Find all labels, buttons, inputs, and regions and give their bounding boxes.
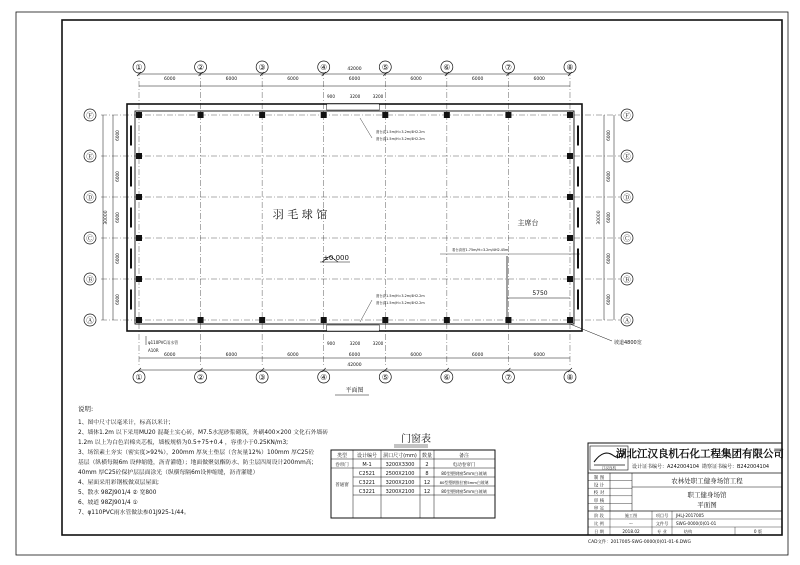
dimension-text: 6000 bbox=[164, 77, 176, 82]
note-line: 6、坡道 98ZJ901/4 ① bbox=[78, 500, 138, 506]
schedule-header: 数量 bbox=[421, 453, 433, 459]
tb-cell: 项目号 bbox=[655, 513, 669, 518]
leader-line bbox=[570, 324, 612, 341]
tb-cell: 专 业 bbox=[657, 529, 667, 534]
column bbox=[505, 317, 511, 323]
room-title: 羽 毛 球 馆 bbox=[272, 208, 328, 221]
tb-cell: 结构 bbox=[683, 529, 693, 534]
axis-label: Ⓓ bbox=[623, 193, 631, 202]
axis-label: ⑦ bbox=[504, 373, 513, 383]
note-line: 4、屋面采用彩钢板做双层屋面; bbox=[78, 480, 160, 486]
axis-label: ③ bbox=[258, 373, 266, 383]
axis-label: Ⓐ bbox=[623, 316, 631, 325]
leader-line bbox=[360, 118, 372, 138]
column bbox=[136, 317, 142, 323]
tb-cell: 施工图 bbox=[624, 513, 638, 518]
column bbox=[567, 153, 573, 159]
schedule-cell: 80型塑钢窗5mm白玻璃 bbox=[441, 471, 487, 476]
role-label: 审 核 bbox=[593, 498, 605, 504]
schedule-cell: 12 bbox=[423, 489, 431, 495]
schedule-cell: 2500X2100 bbox=[385, 471, 415, 477]
axis-label: Ⓕ bbox=[623, 111, 631, 120]
column bbox=[136, 235, 142, 241]
door-dimension: 3200 bbox=[349, 341, 361, 346]
drain-note: φ110PVC雨水管 bbox=[148, 340, 179, 345]
column bbox=[382, 112, 388, 118]
dimension-total: 30000 bbox=[597, 210, 602, 225]
outer-wall bbox=[127, 104, 582, 331]
axis-label: ⑥ bbox=[443, 63, 451, 73]
schedule-cell: 卷帘门 bbox=[335, 463, 349, 468]
schedule-header: 洞口尺寸(mm) bbox=[383, 453, 417, 459]
ramp-note: 坡道4800宽 bbox=[614, 340, 642, 346]
stage-note: 看台高度1.75m/H=3.2m/4H2.45m bbox=[452, 248, 509, 252]
column bbox=[136, 194, 142, 200]
schedule-cell: C3221 bbox=[358, 480, 376, 486]
dimension-text: 6000 bbox=[606, 130, 611, 141]
door-dimension: 3200 bbox=[372, 94, 384, 99]
axis-label: ② bbox=[196, 63, 205, 73]
axis-label: ④ bbox=[320, 373, 328, 383]
window-note: 窗台高1.5m/H=3.2m/4H2.2m bbox=[376, 294, 425, 298]
window-note: 窗台高1.5m/H=3.2m/4H2.2m bbox=[376, 130, 425, 134]
stage-label: 主席台 bbox=[517, 219, 539, 227]
drawing-name-sub: 平面图 bbox=[697, 501, 717, 509]
schedule-header: 类型 bbox=[336, 453, 348, 459]
column bbox=[136, 276, 142, 282]
window-note: 窗台高1.5m/H=3.2m/4H2.2m bbox=[376, 301, 425, 305]
axis-label: ① bbox=[135, 373, 143, 383]
dimension-text: 6000 bbox=[471, 353, 484, 358]
tb-cell: 阶 段 bbox=[594, 513, 604, 518]
column bbox=[136, 112, 142, 118]
column bbox=[321, 317, 327, 323]
note-line: 基层（纵横每隔6m 设伸缩缝，沥青灌缝）；地面做聚氨酯防水、防尘层四周设计200mm高; bbox=[78, 460, 314, 466]
dimension-text: 6000 bbox=[606, 212, 611, 223]
notes-heading: 说明: bbox=[78, 405, 94, 413]
dimension-text: 6000 bbox=[287, 353, 299, 358]
schedule-cell: 80型塑钢推拉窗5mm白玻璃 bbox=[439, 480, 489, 485]
door-window-schedule bbox=[331, 432, 495, 518]
role-label: 设 计 bbox=[593, 483, 605, 489]
dimension-text: 6000 bbox=[606, 253, 611, 264]
survey-certificate: 勘察证书编号：B242004104 bbox=[702, 464, 770, 470]
schedule-cell: 3200X2100 bbox=[385, 480, 415, 486]
door-dimension: 3200 bbox=[349, 94, 361, 99]
schedule-cell: C2521 bbox=[358, 471, 376, 477]
dimension-text: 6000 bbox=[606, 294, 611, 305]
note-line: 2、墙体1.2m 以下采用MU20 混凝土实心砖，M7.5水泥砂浆砌筑，外刷400×200 文化石外墙砖 bbox=[78, 430, 329, 436]
elevation-text: ±0.000 bbox=[323, 254, 349, 262]
cad-filename: CAD文件：2017005-SWG-0000(0)01-01-6.DWG bbox=[588, 540, 691, 545]
axis-label: Ⓕ bbox=[86, 111, 94, 120]
axis-label: ⑧ bbox=[566, 63, 574, 73]
dimension-text: 6000 bbox=[410, 353, 422, 358]
axis-label: Ⓔ bbox=[86, 152, 94, 161]
dimension-text: 6000 bbox=[115, 294, 120, 305]
axis-label: Ⓔ bbox=[623, 152, 631, 161]
column bbox=[567, 276, 573, 282]
tb-cell: 日 期 bbox=[594, 529, 604, 534]
schedule-cell: 8 bbox=[425, 471, 429, 477]
column bbox=[567, 317, 573, 323]
schedule-cell: 3200X3300 bbox=[385, 462, 415, 468]
axis-label: Ⓒ bbox=[623, 234, 631, 243]
plan-caption: 平面图 bbox=[345, 387, 364, 394]
tb-cell: ～ bbox=[628, 521, 634, 526]
schedule-header: 设计编号 bbox=[356, 453, 378, 459]
column bbox=[382, 317, 388, 323]
dimension-text: 6000 bbox=[533, 353, 545, 358]
drawing-name: 职工健身场馆 bbox=[687, 491, 727, 499]
column bbox=[198, 112, 204, 118]
door-dimension: 900 bbox=[327, 94, 335, 99]
schedule-cell: 2 bbox=[425, 462, 429, 468]
axis-label: ③ bbox=[258, 63, 266, 73]
note-line: 7、φ110PVC雨水管做法参01J925-1/44。 bbox=[78, 510, 190, 516]
note-line: 1.2m 以上为白色岩棉夹芯板，墙板规格为0.5+75+0.4 ，容重小于0.25KN/m3; bbox=[78, 440, 289, 446]
floor-plan bbox=[84, 61, 642, 395]
dimension-text: 6000 bbox=[348, 77, 361, 82]
dimension-text: 6000 bbox=[606, 171, 611, 182]
column bbox=[567, 235, 573, 241]
schedule-cell: 80型塑钢窗5mm白玻璃 bbox=[441, 489, 487, 494]
axis-label: ⑧ bbox=[566, 373, 574, 383]
dimension-text: 6000 bbox=[115, 130, 120, 141]
axis-label: ① bbox=[135, 63, 143, 73]
tb-cell: 2018.02 bbox=[622, 529, 640, 534]
axis-label: Ⓑ bbox=[623, 275, 631, 284]
column bbox=[567, 194, 573, 200]
design-certificate: 设计证书编号：A242004104 bbox=[632, 464, 700, 470]
schedule-cell: 电动卷帘门 bbox=[452, 463, 476, 468]
dimension-text: 6000 bbox=[410, 77, 422, 82]
axis-label: Ⓒ bbox=[86, 234, 94, 243]
title-block bbox=[588, 443, 784, 545]
door-opening bbox=[327, 104, 380, 110]
dimension-total: 42000 bbox=[347, 67, 362, 72]
logo-text: 江汉良机 bbox=[602, 466, 616, 470]
column bbox=[567, 112, 573, 118]
axis-label: ⑤ bbox=[381, 373, 389, 383]
axis-label: ② bbox=[196, 373, 205, 383]
column bbox=[198, 317, 204, 323]
dimension-text: 6000 bbox=[533, 77, 545, 82]
note-line: 1、图中尺寸以毫米计，标高以米计; bbox=[78, 420, 171, 426]
dimension-text: 6000 bbox=[471, 77, 484, 82]
column bbox=[136, 153, 142, 159]
tb-cell: JHLJ-2017005 bbox=[676, 513, 704, 518]
schedule-cell: 普通窗 bbox=[335, 483, 349, 488]
dimension-total: 30000 bbox=[104, 210, 109, 225]
dimension-text: 6000 bbox=[115, 171, 120, 182]
role-label: 审 定 bbox=[593, 506, 605, 512]
dimension-text: 6000 bbox=[115, 212, 120, 223]
dimension-text: 6000 bbox=[164, 353, 176, 358]
column bbox=[444, 112, 450, 118]
dimension-total: 42000 bbox=[347, 363, 362, 368]
leader-line bbox=[360, 300, 372, 322]
tb-cell: 比 例 bbox=[594, 521, 604, 526]
door-dimension: 900 bbox=[327, 341, 335, 346]
note-line: 3、场馆素土夯实（密实度>92%），200mm 厚灰土垫层（含灰量12%）100mm 厚C25砼 bbox=[78, 450, 315, 456]
drain-note: A10R bbox=[148, 348, 159, 353]
schedule-cell: M-1 bbox=[362, 462, 372, 468]
dimension-text: 6000 bbox=[287, 77, 299, 82]
axis-label: ⑥ bbox=[443, 373, 451, 383]
door-dimension: 3200 bbox=[372, 341, 384, 346]
axis-label: Ⓑ bbox=[86, 275, 94, 284]
axis-label: ⑦ bbox=[504, 63, 513, 73]
door-opening bbox=[327, 325, 380, 331]
window-note: 窗台高1.5m/H=3.2m/4H2.2m bbox=[376, 137, 425, 141]
note-line: 40mm 厚C25砼保护层层面涂光（纵横每隔6m设伸缩缝，沥青灌缝） bbox=[78, 470, 259, 476]
schedule-header: 备注 bbox=[458, 453, 470, 459]
stage-dimension: 5750 bbox=[532, 290, 548, 297]
note-line: 5、散水 98ZJ901/4 ② 宽800 bbox=[78, 490, 157, 496]
column bbox=[259, 112, 265, 118]
company-name: 湖北江汉良机石化工程集团有限公司 bbox=[616, 448, 784, 460]
schedule-cell: 3200X2100 bbox=[385, 489, 415, 495]
axis-label: ⑤ bbox=[381, 63, 389, 73]
role-label: 制 图 bbox=[593, 476, 605, 481]
notes-block bbox=[78, 404, 328, 516]
dimension-text: 6000 bbox=[348, 353, 361, 358]
column bbox=[444, 317, 450, 323]
role-label: 校 对 bbox=[593, 491, 605, 497]
column bbox=[505, 112, 511, 118]
axis-label: ④ bbox=[320, 63, 328, 73]
inner-wall bbox=[135, 111, 574, 324]
axis-label: Ⓓ bbox=[86, 193, 94, 202]
dimension-text: 6000 bbox=[225, 77, 238, 82]
schedule-cell: C3221 bbox=[358, 489, 376, 495]
axis-label: Ⓐ bbox=[86, 316, 94, 325]
project-name: 农林处职工健身场馆工程 bbox=[671, 477, 743, 485]
tb-cell: 0 版 bbox=[753, 529, 763, 534]
column bbox=[321, 112, 327, 118]
column bbox=[259, 317, 265, 323]
schedule-cell: 12 bbox=[423, 480, 431, 486]
tb-cell: SWG-0000(0)01-01 bbox=[676, 521, 717, 526]
tb-cell: 文件号 bbox=[655, 521, 669, 526]
dimension-text: 6000 bbox=[225, 353, 238, 358]
dimension-text: 6000 bbox=[115, 253, 120, 264]
schedule-title: 门窗表 bbox=[401, 434, 431, 445]
